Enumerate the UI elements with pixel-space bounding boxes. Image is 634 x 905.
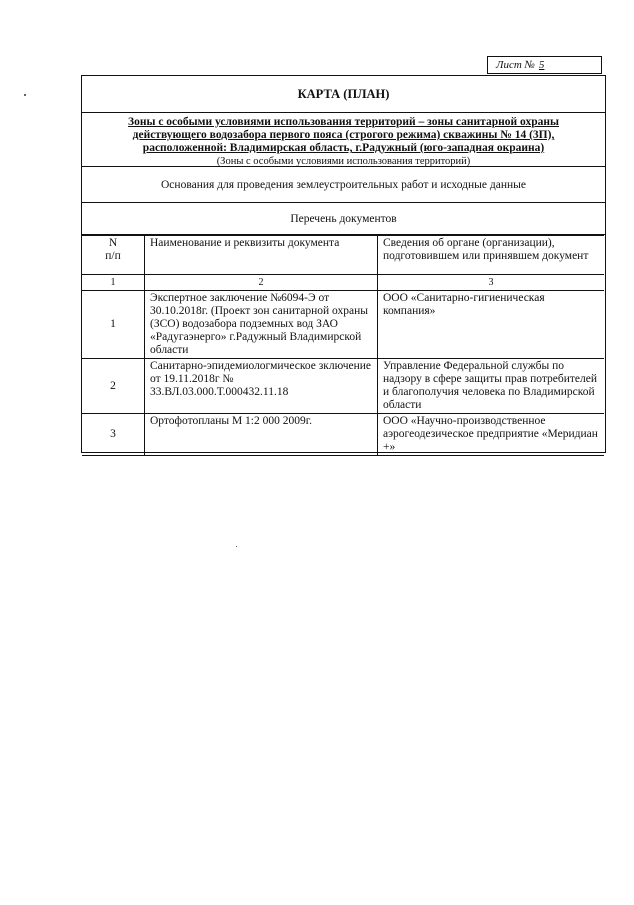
- document-org: ООО «Научно-производственное аэрогеодезическое предприятие «Меридиан +»: [378, 414, 605, 456]
- document-org: ООО «Санитарно-гигиеническая компания»: [378, 291, 605, 359]
- documents-heading: Перечень документов: [82, 203, 605, 235]
- zone-description: [82, 113, 605, 167]
- zone-line-3: расположенной: Владимирская область, г.Радужный (юго-западная окраина): [142, 142, 545, 154]
- col-index: 2: [145, 275, 378, 291]
- sheet-label: Лист №: [496, 59, 535, 71]
- table-header-row: [82, 236, 604, 275]
- documents-table: [82, 235, 604, 456]
- scan-dot: [24, 94, 26, 96]
- col-index: 1: [82, 275, 145, 291]
- document-name: Экспертное заключение №6094-Э от 30.10.2018г. (Проект зон санитарной охраны (ЗСО) водозабора подземных вод ЗАО «Радугаэнерго» г.Радужный Владимирской области: [145, 291, 378, 359]
- col-header-org: Сведения об органе (организации), подготовившем или принявшем документ: [378, 236, 605, 275]
- sheet-number: 5: [538, 59, 545, 71]
- form-title: КАРТА (ПЛАН): [82, 76, 605, 113]
- sheet-number-box: [487, 56, 602, 74]
- zone-subtitle: (Зоны с особыми условиями использования территорий): [216, 156, 471, 167]
- map-plan-form: [81, 75, 606, 453]
- scan-dot: [236, 546, 237, 547]
- document-org: Управление Федеральной службы по надзору в сфере защиты прав потребителей и благополучия человека по Владимирской области: [378, 359, 605, 414]
- row-number: 3: [82, 414, 145, 456]
- basis-heading: Основания для проведения землеустроительных работ и исходные данные: [82, 167, 605, 203]
- zone-line-1: Зоны с особыми условиями использования территорий – зоны санитарной охраны: [128, 116, 559, 128]
- row-number: 1: [82, 291, 145, 359]
- col-index: 3: [378, 275, 605, 291]
- document-name: Санитарно-эпидемиологмическое зключение от 19.11.2018г № 33.ВЛ.03.000.Т.000432.11.18: [145, 359, 378, 414]
- row-number: 2: [82, 359, 145, 414]
- col-header-name: Наименование и реквизиты документа: [145, 236, 378, 275]
- table-row: [82, 359, 604, 414]
- table-row: [82, 414, 604, 456]
- col-header-n: N п/п: [82, 236, 145, 275]
- column-index-row: [82, 275, 604, 291]
- table-row: [82, 291, 604, 359]
- document-name: Ортофотопланы М 1:2 000 2009г.: [145, 414, 378, 456]
- zone-line-2: действующего водозабора первого пояса (строгого режима) скважины № 14 (3П),: [132, 129, 555, 141]
